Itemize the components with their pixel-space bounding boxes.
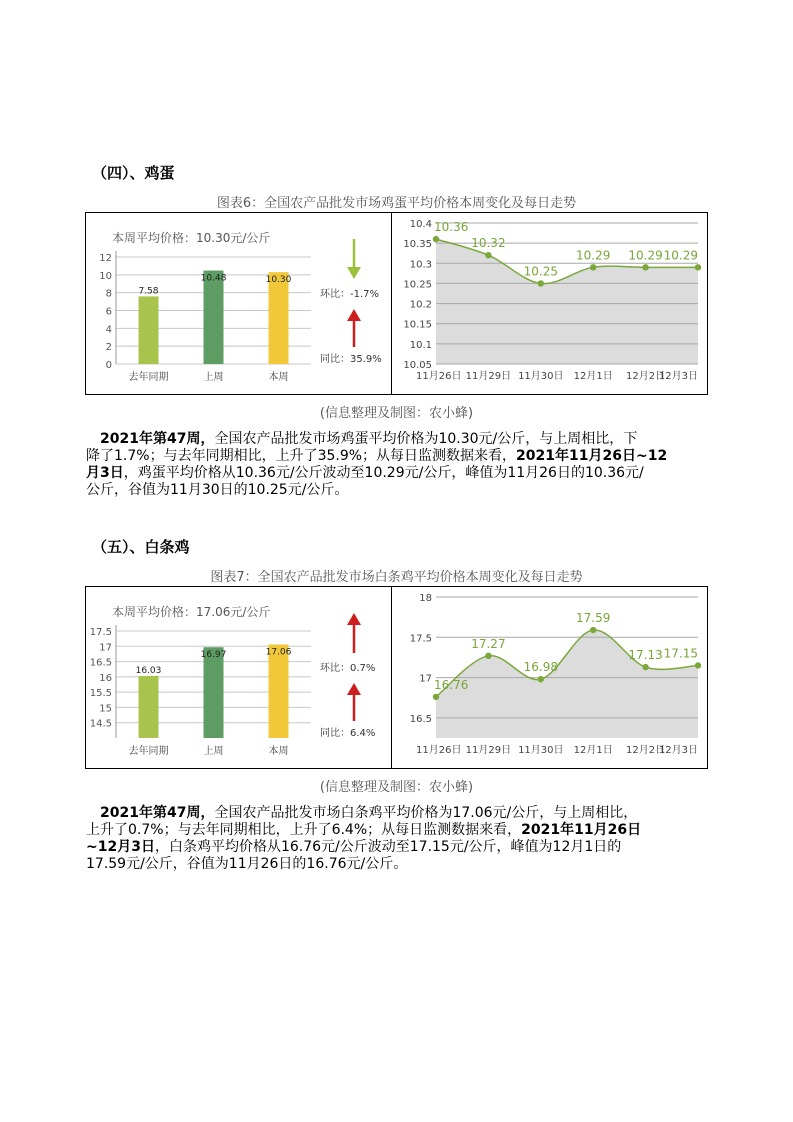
data-value-label: 10.32 [471, 236, 506, 251]
para-text: 上升了0.7%；与去年同期相比，上升了6.4%；从每日监测数据来看， [86, 822, 522, 838]
para-line [86, 805, 712, 822]
x-tick-label: 11月30日 [518, 371, 564, 382]
y-tick-label: 15 [99, 703, 112, 715]
y-tick-label: 0 [105, 360, 112, 371]
data-value-label: 16.98 [523, 660, 558, 675]
para-text: 17.59元/公斤，谷值为11月26日的16.76元/公斤。 [86, 856, 408, 872]
arrow-head [347, 309, 361, 321]
weekly-bar-chart-egg [86, 213, 391, 393]
paragraph-chicken [86, 805, 712, 873]
para-text: 公斤，谷值为11月30日的10.25元/公斤。 [86, 482, 349, 498]
data-value-label: 10.29 [663, 248, 698, 263]
data-point [695, 662, 701, 668]
para-text: ，鸡蛋平均价格从10.36元/公斤波动至10.29元/公斤，峰值为11月26日的10.36元/ [123, 465, 644, 481]
paragraph-egg [86, 431, 712, 499]
data-value-label: 10.36 [434, 220, 469, 235]
x-tick-label: 11月29日 [465, 745, 512, 756]
x-tick-label: 11月26日 [416, 371, 462, 382]
section-title-egg: （四）、鸡蛋 [92, 164, 175, 182]
x-tick-label: 本周 [268, 746, 289, 757]
y-tick-label: 2 [105, 342, 112, 354]
y-tick-label: 10.2 [409, 299, 432, 311]
data-point [485, 653, 491, 659]
y-tick-label: 16.5 [89, 657, 112, 669]
bar-value-label: 16.03 [135, 665, 162, 676]
para-bold: 2021年第47周， [100, 805, 215, 821]
arrow-head [347, 613, 361, 625]
para-line [86, 482, 712, 499]
para-line [86, 856, 712, 873]
y-tick-label: 17 [99, 642, 112, 654]
data-value-label: 10.29 [628, 248, 663, 263]
arrow-head [347, 267, 361, 279]
data-value-label: 16.76 [434, 677, 469, 692]
figure-caption-egg: 图表6：全国农产品批发市场鸡蛋平均价格本周变化及每日走势 [216, 196, 577, 211]
data-point [538, 676, 544, 682]
yoy-label: 同比：6.4% [320, 728, 376, 739]
weekly-avg-label: 本周平均价格：10.30元/公斤 [112, 231, 271, 245]
x-tick-label: 11月26日 [416, 745, 462, 756]
x-tick-label: 上周 [203, 746, 224, 757]
x-tick-label: 12月1日 [573, 371, 613, 382]
y-tick-label: 10.1 [409, 339, 432, 351]
data-point [538, 280, 544, 286]
y-tick-label: 16.5 [409, 713, 432, 725]
yoy-up-arrow-icon [347, 683, 361, 721]
para-line [86, 839, 712, 856]
para-line [86, 822, 712, 839]
bar [269, 272, 289, 364]
data-value-label: 17.15 [663, 646, 698, 661]
x-tick-label: 12月2日 [626, 745, 666, 756]
data-value-label: 17.13 [628, 648, 663, 663]
bar-value-label: 7.58 [138, 286, 159, 297]
y-tick-label: 10.35 [403, 239, 432, 251]
section-title-chicken: （五）、白条鸡 [92, 538, 190, 556]
bar [139, 676, 159, 738]
data-value-label: 10.25 [523, 264, 558, 279]
para-text: 全国农产品批发市场白条鸡平均价格为17.06元/公斤，与上周相比， [214, 805, 638, 821]
data-point [485, 252, 491, 258]
data-point [642, 264, 648, 270]
x-tick-label: 上周 [203, 372, 224, 383]
bar [204, 271, 224, 364]
figure-caption-chicken: 图表7：全国农产品批发市场白条鸡平均价格本周变化及每日走势 [210, 570, 583, 585]
y-tick-label: 15.5 [89, 688, 112, 700]
y-tick-label: 17.5 [409, 633, 432, 645]
para-bold: 2021年11月26日 [521, 822, 642, 838]
y-tick-label: 14.5 [89, 718, 112, 730]
arrow-head [347, 683, 361, 695]
y-tick-label: 10 [99, 270, 112, 282]
para-text: ，白条鸡平均价格从16.76元/公斤波动至17.15元/公斤，峰值为12月1日的 [154, 839, 622, 855]
x-tick-label: 12月3日 [658, 745, 698, 756]
para-line [86, 465, 712, 482]
data-value-label: 17.59 [576, 611, 611, 626]
x-tick-label: 12月1日 [573, 745, 613, 756]
data-point [433, 236, 439, 242]
y-tick-label: 10.25 [403, 279, 432, 291]
yoy-up-arrow-icon [347, 309, 361, 347]
x-tick-label: 去年同期 [128, 746, 169, 757]
para-bold: 月3日 [86, 465, 124, 481]
mom-down-arrow-icon [347, 239, 361, 279]
y-tick-label: 10.3 [409, 259, 432, 271]
y-tick-label: 17 [419, 673, 432, 685]
weekly-bar-chart-chicken [86, 587, 391, 767]
data-value-label: 17.27 [471, 636, 506, 651]
data-point [590, 264, 596, 270]
y-tick-label: 16 [99, 672, 112, 684]
bar-value-label: 17.06 [265, 647, 292, 658]
bar-value-label: 10.30 [265, 275, 292, 286]
daily-trend-chart-chicken [392, 587, 708, 767]
y-tick-label: 4 [105, 324, 112, 336]
x-tick-label: 11月30日 [518, 745, 564, 756]
mom-label: 环比：0.7% [320, 663, 376, 674]
para-bold: 2021年第47周， [100, 431, 215, 447]
data-point [642, 664, 648, 670]
figure-chicken [85, 586, 708, 769]
daily-trend-chart-egg [392, 213, 708, 393]
para-line [86, 448, 712, 465]
mom-label: 环比：-1.7% [320, 289, 380, 300]
para-bold: ~12月3日 [86, 839, 155, 855]
y-tick-label: 10.15 [403, 319, 432, 331]
mom-up-arrow-icon [347, 613, 361, 653]
y-tick-label: 6 [105, 306, 112, 318]
para-bold: 2021年11月26日~12 [516, 448, 668, 464]
y-tick-label: 10.05 [403, 360, 432, 371]
para-text: 降了1.7%；与去年同期相比，上升了35.9%；从每日监测数据来看， [86, 448, 517, 464]
bar [204, 647, 224, 738]
y-tick-label: 10.4 [409, 219, 432, 230]
para-text: 全国农产品批发市场鸡蛋平均价格为10.30元/公斤，与上周相比，下 [214, 431, 638, 447]
x-tick-label: 11月29日 [465, 371, 512, 382]
bar [269, 644, 289, 738]
y-tick-label: 17.5 [89, 627, 112, 638]
bar [139, 296, 159, 364]
data-value-label: 10.29 [576, 248, 611, 263]
source-note-chicken: (信息整理及制图：农小蜂) [319, 780, 474, 795]
data-point [433, 694, 439, 700]
para-line [86, 431, 712, 448]
y-tick-label: 18 [419, 593, 432, 604]
x-tick-label: 本周 [268, 372, 289, 383]
x-tick-label: 12月3日 [658, 371, 698, 382]
figure-egg [85, 212, 708, 395]
weekly-avg-label: 本周平均价格：17.06元/公斤 [112, 605, 271, 619]
yoy-label: 同比：35.9% [320, 354, 382, 365]
bar-value-label: 10.48 [200, 273, 227, 284]
source-note-egg: (信息整理及制图：农小蜂) [319, 406, 474, 421]
data-point [695, 264, 701, 270]
x-tick-label: 去年同期 [128, 372, 169, 383]
x-tick-label: 12月2日 [626, 371, 666, 382]
y-tick-label: 8 [105, 288, 112, 300]
y-tick-label: 12 [99, 253, 112, 264]
bar-value-label: 16.97 [200, 650, 227, 661]
data-point [590, 627, 596, 633]
